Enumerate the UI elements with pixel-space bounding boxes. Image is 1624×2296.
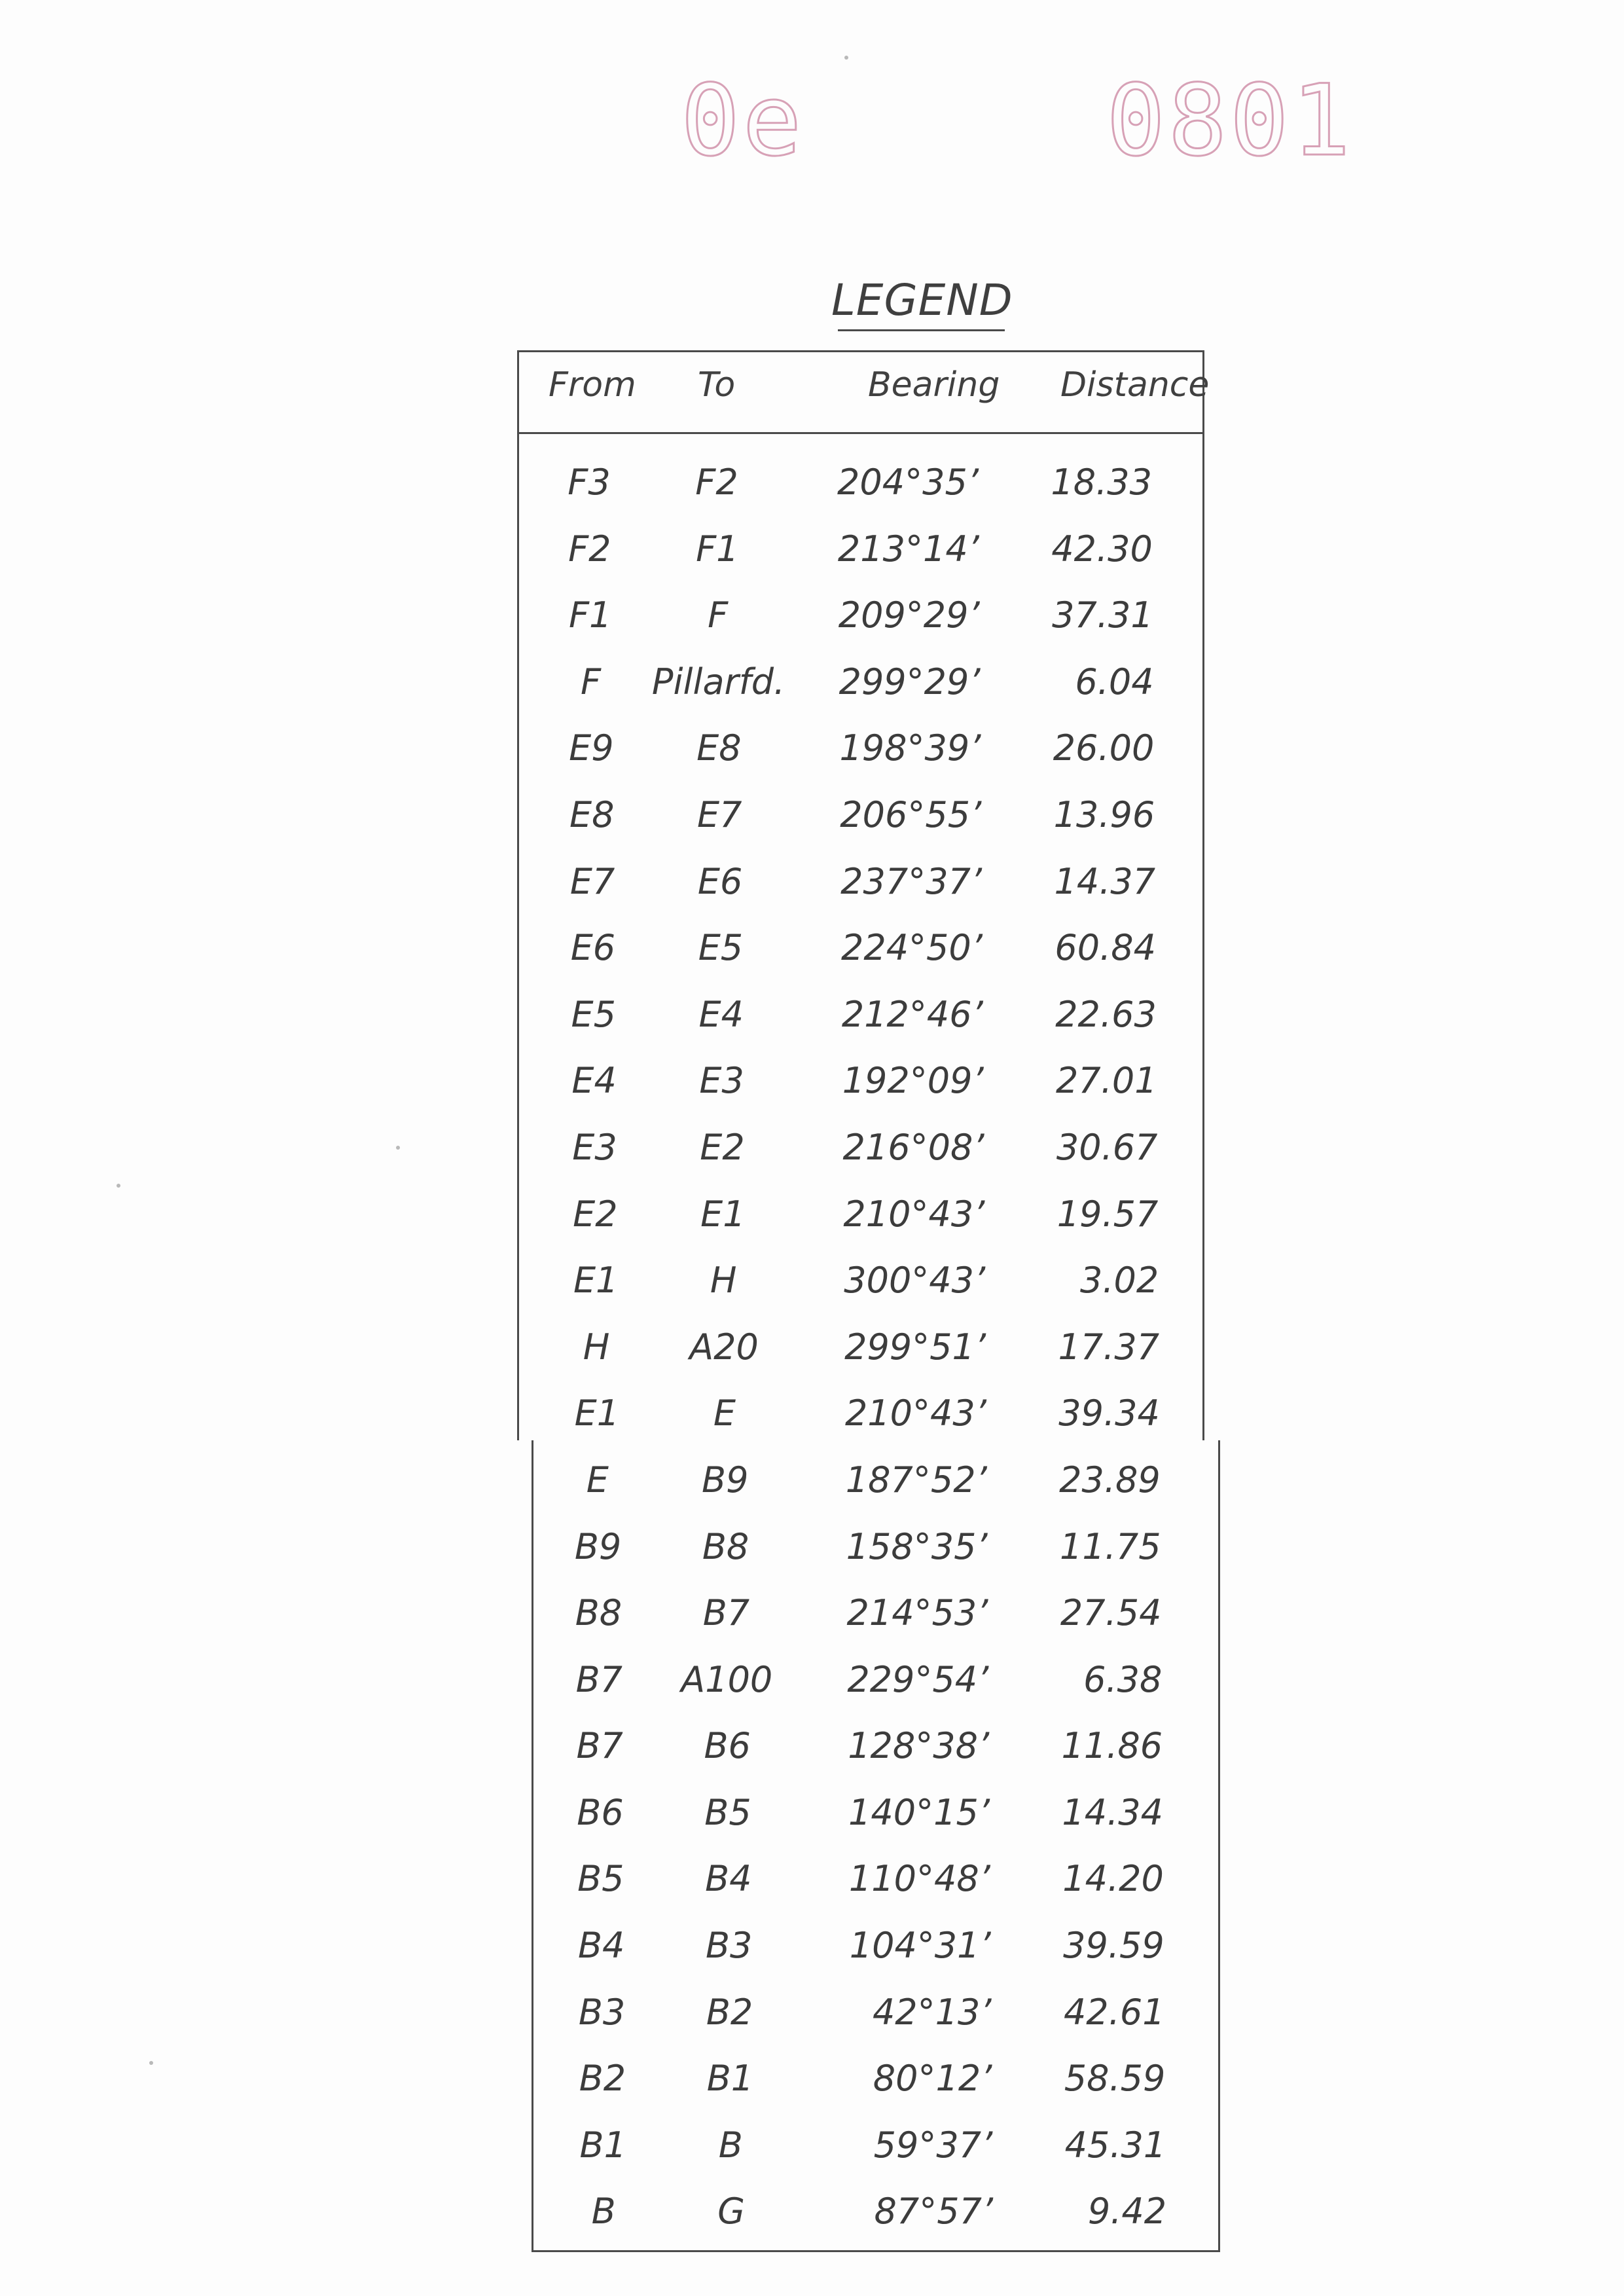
cell-to: Pillarfd.	[651, 661, 785, 702]
cell-to: E4	[698, 993, 744, 1035]
cell-bearing: 158°35’	[846, 1525, 988, 1567]
table-row	[0, 1592, 1624, 1659]
cell-bearing: 213°14’	[837, 528, 979, 570]
cell-bearing: 192°09’	[842, 1060, 984, 1102]
table-row	[0, 1858, 1624, 1925]
cell-to: B9	[702, 1459, 749, 1501]
table-row	[0, 462, 1624, 528]
cell-from: H	[583, 1326, 610, 1368]
cell-from: E1	[574, 1393, 620, 1434]
cell-distance: 23.89	[1059, 1459, 1161, 1501]
cell-distance: 42.61	[1063, 1991, 1165, 2033]
cell-from: B6	[577, 1791, 624, 1833]
cell-from: B5	[577, 1858, 624, 1900]
cell-from: E9	[569, 727, 614, 769]
cell-from: F1	[568, 594, 612, 636]
table-row	[0, 594, 1624, 661]
table-row	[0, 794, 1624, 861]
cell-to: F2	[695, 462, 738, 503]
table-row	[0, 1792, 1624, 1859]
cell-distance: 27.01	[1056, 1060, 1157, 1102]
header-to: To	[698, 365, 736, 405]
table-row	[0, 927, 1624, 994]
cell-bearing: 42°13’	[872, 1991, 992, 2033]
table-row	[0, 1326, 1624, 1393]
cell-from: E1	[573, 1260, 619, 1302]
cell-to: B2	[706, 1991, 753, 2033]
cell-distance: 39.34	[1058, 1393, 1160, 1434]
table-row	[0, 2058, 1624, 2124]
cell-bearing: 209°29’	[838, 594, 980, 636]
cell-from: E6	[570, 927, 616, 969]
cell-to: B8	[702, 1525, 749, 1567]
cell-bearing: 104°31’	[849, 1925, 991, 1967]
cell-from: E8	[569, 793, 615, 835]
legend-title: LEGEND	[831, 275, 1013, 325]
cell-bearing: 87°57’	[874, 2191, 994, 2232]
cell-from: E5	[571, 993, 617, 1035]
cell-bearing: 229°54’	[847, 1658, 989, 1700]
cell-to: B7	[702, 1592, 750, 1634]
cell-to: A20	[689, 1326, 759, 1368]
cell-to: A100	[681, 1658, 773, 1700]
header-bearing: Bearing	[868, 365, 1000, 405]
scan-speck	[844, 56, 848, 60]
cell-to: B1	[706, 2058, 754, 2100]
cell-from: E4	[571, 1060, 617, 1102]
cell-distance: 39.59	[1063, 1925, 1164, 1967]
cell-to: F1	[696, 528, 739, 570]
cell-bearing: 214°53’	[846, 1592, 988, 1634]
cell-from: B7	[575, 1658, 623, 1700]
cell-bearing: 212°46’	[841, 993, 983, 1035]
cell-to: B5	[704, 1791, 751, 1833]
stamp-mark-left: 0e	[681, 64, 804, 178]
table-row	[0, 1725, 1624, 1792]
legend-rows	[0, 462, 1624, 2257]
cell-from: E	[586, 1459, 609, 1501]
cell-distance: 45.31	[1064, 2124, 1166, 2166]
cell-distance: 14.20	[1062, 1858, 1164, 1900]
cell-bearing: 80°12’	[873, 2058, 992, 2100]
table-row	[0, 1459, 1624, 1526]
cell-distance: 58.59	[1064, 2058, 1166, 2100]
cell-to: E1	[700, 1193, 746, 1235]
cell-distance: 14.34	[1062, 1791, 1163, 1833]
cell-from: B2	[579, 2058, 626, 2100]
cell-distance: 27.54	[1060, 1592, 1162, 1634]
cell-distance: 11.75	[1060, 1525, 1161, 1567]
cell-bearing: 299°29’	[839, 661, 981, 702]
cell-bearing: 206°55’	[840, 793, 982, 835]
cell-distance: 6.04	[1075, 661, 1154, 702]
cell-from: B7	[576, 1725, 623, 1767]
table-row	[0, 1260, 1624, 1326]
table-row	[0, 1194, 1624, 1260]
cell-from: B3	[578, 1991, 626, 2033]
cell-distance: 14.37	[1054, 860, 1156, 902]
cell-from: B4	[577, 1925, 625, 1967]
cell-from: E3	[572, 1126, 617, 1168]
table-row	[0, 1393, 1624, 1459]
cell-bearing: 210°43’	[844, 1393, 986, 1434]
cell-bearing: 128°38’	[848, 1725, 990, 1767]
cell-distance: 19.57	[1056, 1193, 1159, 1235]
cell-to: H	[710, 1260, 737, 1302]
cell-bearing: 300°43’	[844, 1260, 986, 1302]
cell-bearing: 237°37’	[840, 860, 983, 902]
cell-to: B6	[704, 1725, 751, 1767]
cell-from: F	[581, 661, 602, 702]
cell-bearing: 110°48’	[848, 1858, 990, 1900]
header-separator	[517, 432, 1204, 434]
cell-to: E6	[697, 860, 743, 902]
cell-distance: 6.38	[1083, 1658, 1163, 1700]
cell-bearing: 224°50’	[840, 927, 983, 969]
table-row	[0, 1526, 1624, 1593]
cell-bearing: 216°08’	[842, 1126, 984, 1168]
table-row	[0, 1925, 1624, 1992]
cell-from: F2	[568, 528, 611, 570]
cell-from: E2	[573, 1193, 618, 1235]
cell-to: E5	[698, 927, 744, 969]
table-row	[0, 994, 1624, 1061]
cell-distance: 26.00	[1053, 727, 1155, 769]
cell-distance: 11.86	[1061, 1725, 1163, 1767]
table-row	[0, 1060, 1624, 1127]
cell-distance: 17.37	[1058, 1326, 1160, 1368]
cell-distance: 13.96	[1053, 793, 1155, 835]
cell-from: B1	[579, 2124, 626, 2166]
cell-distance: 42.30	[1051, 528, 1153, 570]
cell-bearing: 210°43’	[843, 1193, 985, 1235]
cell-to: B4	[705, 1858, 752, 1900]
stamp-mark-right: 0801	[1106, 64, 1354, 178]
cell-bearing: 187°52’	[845, 1459, 987, 1501]
legend-title-underline	[838, 329, 1005, 331]
cell-to: B	[718, 2124, 743, 2166]
header-from: From	[549, 365, 636, 405]
cell-distance: 60.84	[1055, 927, 1156, 969]
table-row	[0, 727, 1624, 794]
cell-distance: 37.31	[1052, 594, 1153, 636]
table-row	[0, 1659, 1624, 1726]
table-row	[0, 1992, 1624, 2058]
cell-to: E2	[700, 1126, 745, 1168]
cell-bearing: 299°51’	[844, 1326, 986, 1368]
table-row	[0, 661, 1624, 728]
cell-bearing: 198°39’	[839, 727, 981, 769]
cell-bearing: 59°37’	[873, 2124, 993, 2166]
cell-distance: 3.02	[1079, 1260, 1159, 1302]
cell-to: E	[713, 1393, 736, 1434]
cell-to: G	[717, 2191, 746, 2232]
cell-from: B9	[574, 1525, 622, 1567]
table-row	[0, 528, 1624, 595]
table-row	[0, 1127, 1624, 1194]
cell-distance: 9.42	[1087, 2191, 1167, 2232]
cell-bearing: 140°15’	[848, 1791, 990, 1833]
cell-from: F3	[568, 462, 611, 503]
header-distance: Distance	[1060, 365, 1210, 405]
cell-from: B8	[575, 1592, 623, 1634]
table-row	[0, 861, 1624, 928]
cell-to: F	[708, 594, 729, 636]
cell-distance: 22.63	[1055, 993, 1157, 1035]
table-row	[0, 2191, 1624, 2257]
cell-from: E7	[569, 860, 615, 902]
cell-distance: 18.33	[1051, 462, 1152, 503]
cell-to: B3	[705, 1925, 753, 1967]
cell-from: B	[591, 2191, 616, 2232]
table-row	[0, 2124, 1624, 2191]
cell-bearing: 204°35’	[837, 462, 979, 503]
cell-to: E3	[699, 1060, 744, 1102]
cell-distance: 30.67	[1056, 1126, 1158, 1168]
cell-to: E8	[696, 727, 742, 769]
cell-to: E7	[697, 793, 742, 835]
